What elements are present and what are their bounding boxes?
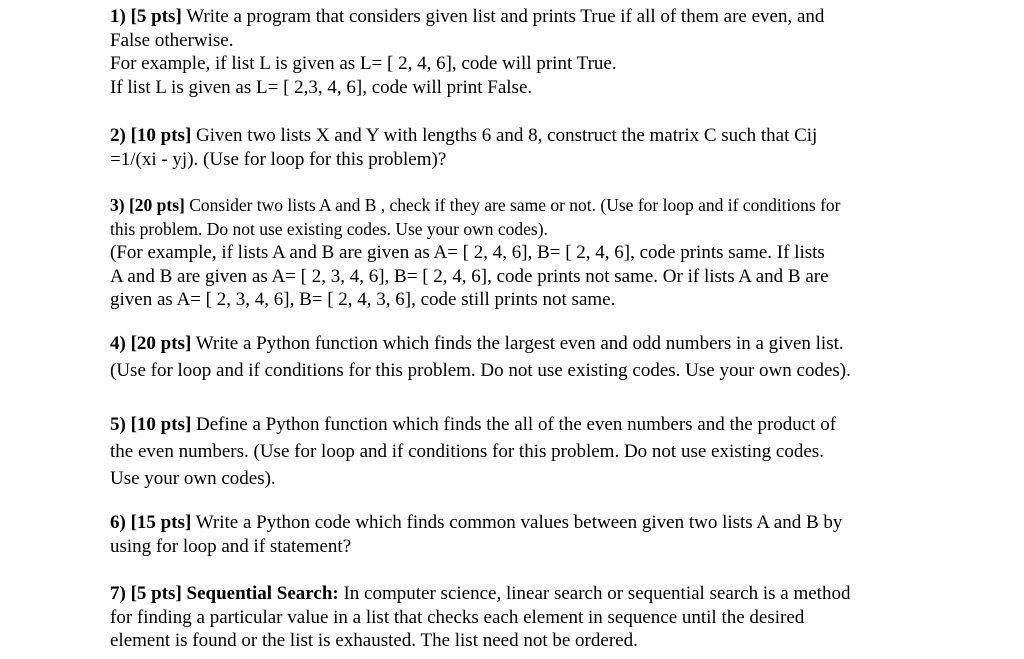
question-number: 7): [110, 583, 126, 604]
question-text: In computer science, linear search or sequential search is a method: [343, 583, 851, 604]
question-points: [20 pts]: [130, 333, 192, 354]
question-text: If list L is given as L= [ 2,3, 4, 6], code will print False.: [110, 76, 533, 98]
question-text: =1/(xi - yj). (Use for loop for this problem)?: [110, 148, 447, 170]
question-6: [110, 511, 910, 558]
question-text: (For example, if lists A and B are given as A= [ 2, 4, 6], B= [ 2, 4, 6], code prints same. If lists: [110, 242, 825, 263]
question-text: Consider two lists A and B , check if they are same or not. (Use for loop and if conditions for: [189, 195, 841, 215]
question-text: Write a Python function which finds the largest even and odd numbers in a given list.: [195, 333, 844, 354]
question-number: 6): [110, 512, 126, 533]
question-text: Use your own codes).: [110, 468, 276, 489]
question-number: 1): [110, 6, 126, 27]
question-6-line-1: [110, 511, 910, 535]
question-5-line-1: [110, 411, 910, 438]
question-number: 2): [110, 125, 126, 146]
question-number: 5): [110, 414, 126, 435]
question-number: 4): [110, 333, 126, 354]
question-text: (Use for loop and if conditions for this problem. Do not use existing codes. Use your own codes).: [110, 360, 851, 381]
question-text: for finding a particular value in a list that checks each element in sequence until the desired: [110, 606, 805, 628]
question-text: the even numbers. (Use for loop and if conditions for this problem. Do not use existing codes.: [110, 441, 824, 462]
question-text: element is found or the list is exhausted. The list need not be ordered.: [110, 630, 638, 651]
question-points: [15 pts]: [130, 512, 192, 533]
question-points: [5 pts]: [130, 6, 182, 27]
question-points: [20 pts]: [128, 195, 185, 215]
question-1-line-1: [110, 5, 910, 29]
question-text: Write a program that considers given list and prints True if all of them are even, and: [186, 6, 825, 27]
question-3-line-1: [110, 194, 910, 218]
question-text: this problem. Do not use existing codes. Use your own codes).: [110, 218, 548, 239]
question-points: [10 pts]: [130, 125, 192, 146]
question-text: given as A= [ 2, 3, 4, 6], B= [ 2, 4, 3, 6], code still prints not same.: [110, 289, 616, 310]
question-text: Write a Python code which finds common values between given two lists A and B by: [195, 512, 843, 533]
question-text: Define a Python function which finds the all of the even numbers and the product of: [196, 414, 837, 435]
question-1: [110, 5, 910, 99]
question-text: Given two lists X and Y with lengths 6 and 8, construct the matrix C such that Cij: [196, 125, 818, 146]
question-7: [110, 582, 910, 653]
question-number: 3): [110, 195, 125, 215]
question-3: [110, 194, 910, 312]
question-bold-lead: Sequential Search:: [186, 583, 339, 604]
question-4-line-1: [110, 330, 910, 357]
question-text: using for loop and if statement?: [110, 535, 352, 557]
question-text: False otherwise.: [110, 29, 234, 51]
question-points: [5 pts]: [130, 583, 182, 604]
question-2: [110, 124, 910, 171]
question-4: [110, 330, 910, 384]
question-text: For example, if list L is given as L= [ 2, 4, 6], code will print True.: [110, 53, 617, 74]
question-2-line-1: [110, 124, 910, 148]
question-7-line-1: [110, 582, 910, 606]
question-points: [10 pts]: [130, 414, 192, 435]
question-text: A and B are given as A= [ 2, 3, 4, 6], B= [ 2, 4, 6], code prints not same. Or if lists A and B are: [110, 265, 829, 287]
question-5: [110, 411, 910, 492]
